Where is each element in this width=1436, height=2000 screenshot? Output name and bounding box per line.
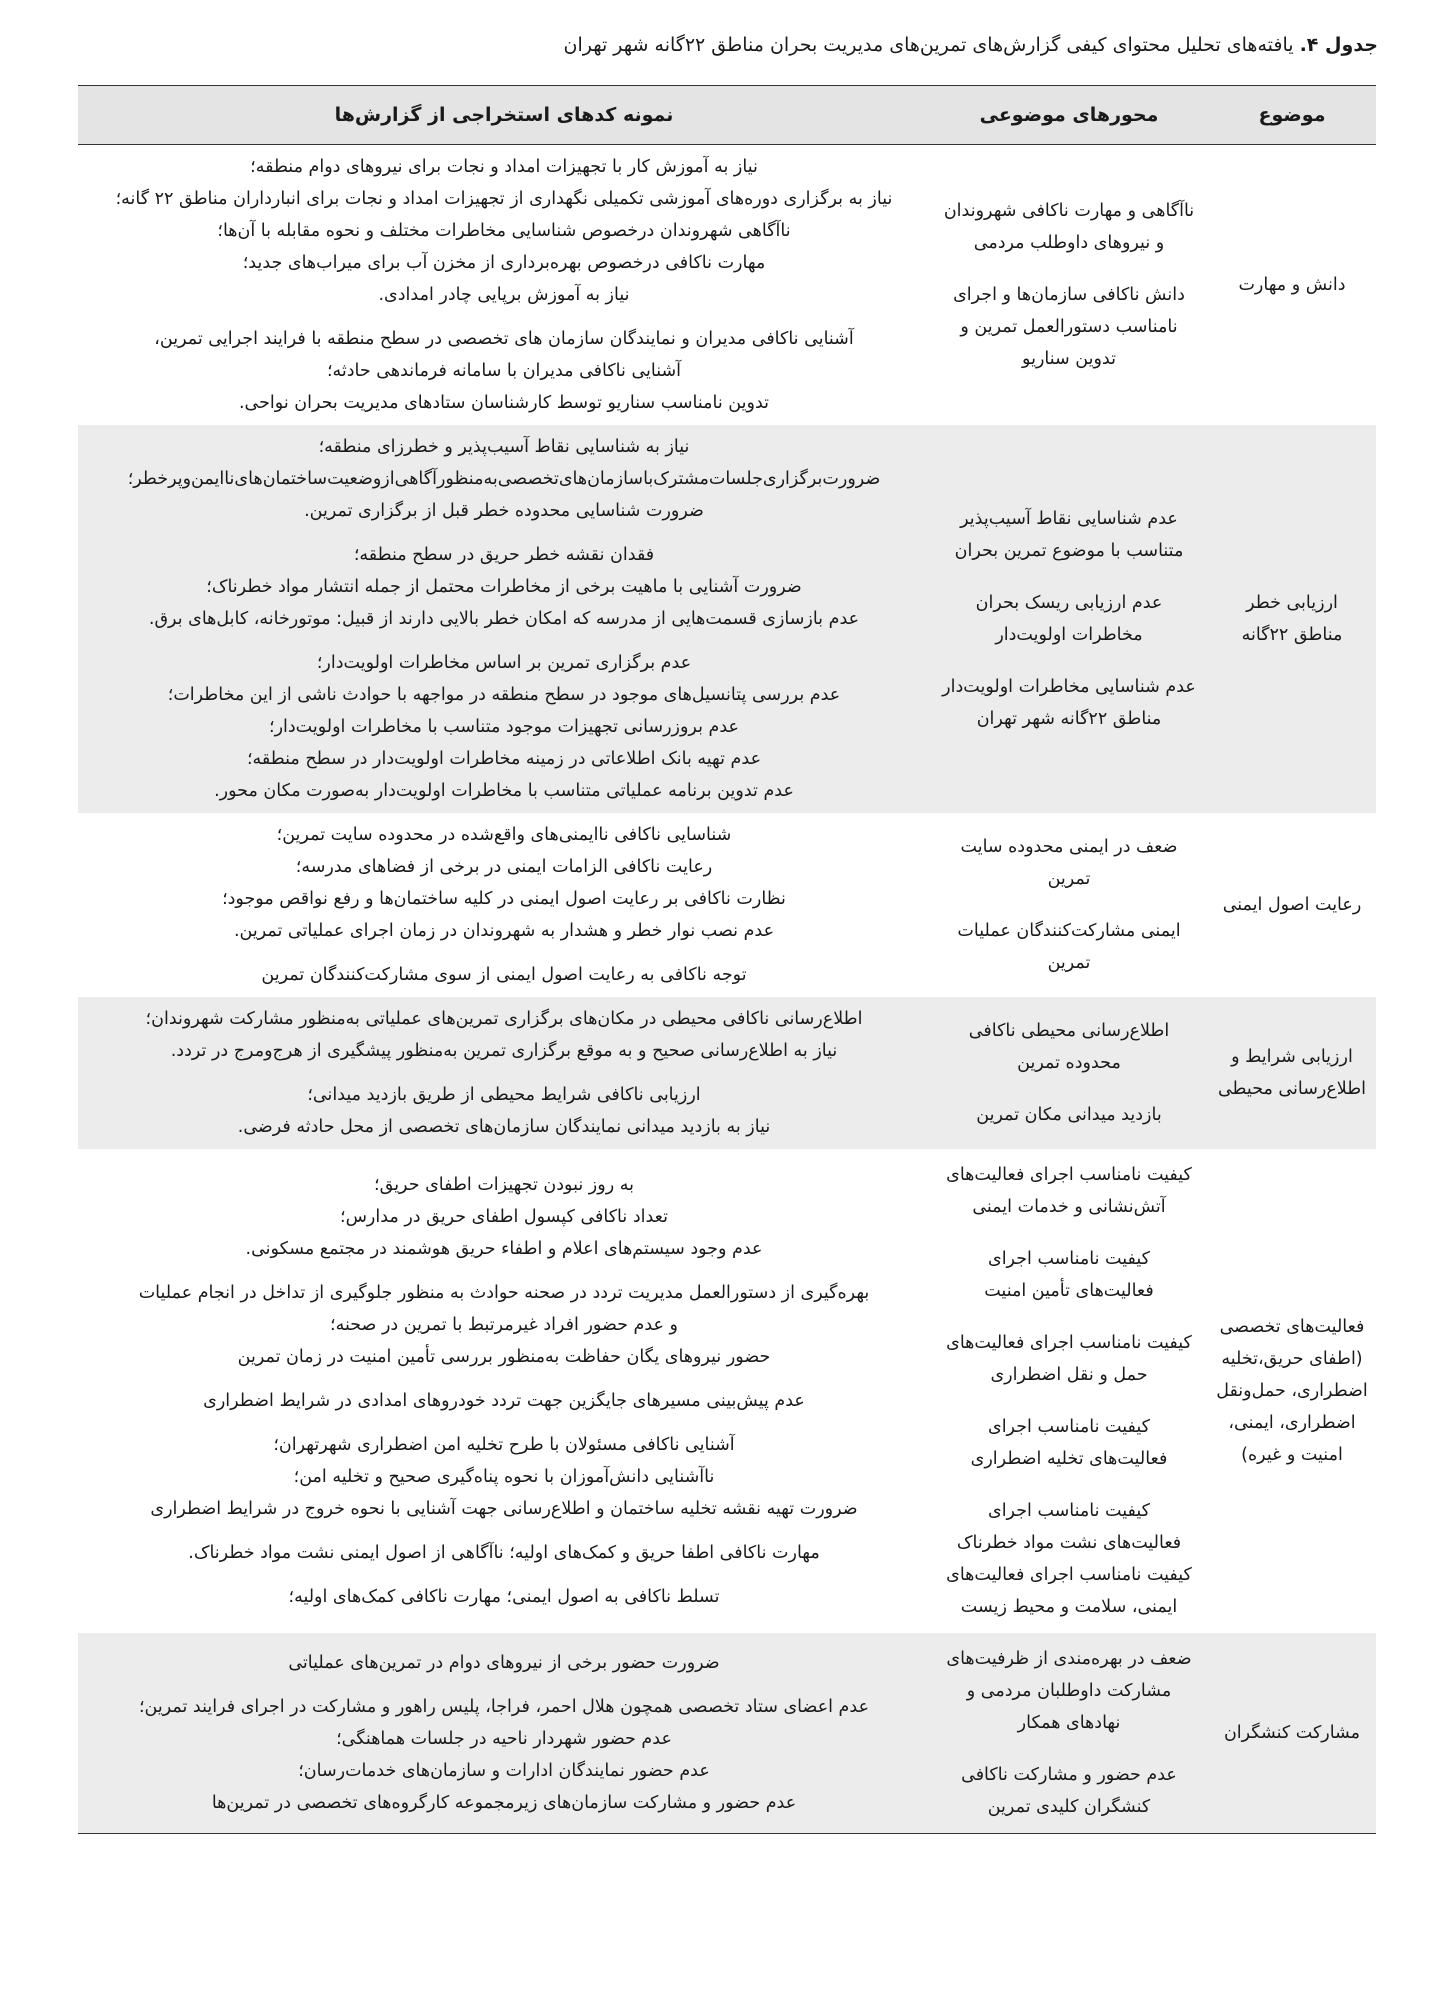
- code-line: مهارت ناکافی اطفا حریق و کمک‌های اولیه؛ ناآگاهی از اصول ایمنی نشت مواد خطرناک.: [188, 1543, 820, 1563]
- code-group: [84, 1429, 924, 1525]
- axes-cell: [930, 425, 1208, 813]
- code-line: نیاز به اطلاع‌رسانی صحیح و به موقع برگزاری تمرین به‌منظور پیشگیری از هرج‌ومرج در تردد.: [170, 1041, 838, 1061]
- axis-line: کنشگران کلیدی تمرین: [987, 1797, 1151, 1817]
- code-line: عدم تدوین برنامه عملیاتی متناسب با مخاطرات اولویت‌دار به‌صورت مکان محور.: [214, 781, 794, 801]
- code-line: ارزیابی ناکافی شرایط محیطی از طریق بازدید میدانی؛: [307, 1085, 701, 1105]
- code-line: ناآشنایی دانش‌آموزان با نحوه پناه‌گیری صحیح و تخلیه امن؛: [293, 1467, 715, 1487]
- axis-item: [936, 1759, 1202, 1823]
- code-group: [84, 819, 924, 947]
- code-line: تدوین نامناسب سناریو توسط کارشناسان ستادهای مدیریت بحران نواحی.: [238, 393, 770, 413]
- table-row: [78, 1149, 1376, 1633]
- axis-item: [936, 1643, 1202, 1739]
- axis-item: [936, 503, 1202, 567]
- code-group: [84, 1277, 924, 1373]
- code-line: عدم پیش‌بینی مسیرهای جایگزین جهت تردد خودروهای امدادی در شرایط اضطراری: [203, 1391, 805, 1411]
- code-line: عدم حضور نمایندگان ادارات و سازمان‌های خدمات‌رسان؛: [298, 1761, 710, 1781]
- code-group: [84, 323, 924, 419]
- code-group: [84, 431, 924, 527]
- axis-line: عدم شناسایی نقاط آسیب‌پذیر: [960, 509, 1178, 529]
- code-line: به روز نبودن تجهیزات اطفای حریق؛: [374, 1175, 634, 1195]
- code-line: عدم وجود سیستم‌های اعلام و اطفاء حریق هوشمند در مجتمع مسکونی.: [245, 1239, 763, 1259]
- codes-cell: [78, 145, 930, 426]
- code-group: [84, 1169, 924, 1265]
- table-row: [78, 997, 1376, 1149]
- code-line: نیاز به شناسایی نقاط آسیب‌پذیر و خطرزای منطقه؛: [318, 437, 690, 457]
- code-line: عدم بروزرسانی تجهیزات موجود متناسب با مخاطرات اولویت‌دار؛: [269, 717, 739, 737]
- axes-cell: [930, 1149, 1208, 1633]
- table-body: [78, 145, 1376, 1834]
- topic-line: مناطق ۲۲گانه: [1241, 625, 1343, 645]
- axis-item: [936, 195, 1202, 259]
- table-row: [78, 813, 1376, 997]
- code-line: نظارت ناکافی بر رعایت اصول ایمنی در کلیه ساختمان‌ها و رفع نواقص موجود؛: [222, 889, 786, 909]
- table-row: [78, 425, 1376, 813]
- code-line: عدم بررسی پتانسیل‌های موجود در سطح منطقه در مواجهه با حوادث ناشی از این مخاطرات؛: [167, 685, 841, 705]
- code-line: نیاز به بازدید میدانی نمایندگان سازمان‌های تخصصی از محل حادثه فرضی.: [237, 1117, 771, 1137]
- axis-item: [936, 279, 1202, 375]
- axis-line: نهادهای همکار: [1017, 1713, 1121, 1733]
- code-line: ضرورت‌برگزاری‌جلسات‌مشترک‌باسازمان‌های‌تخصصی‌به‌منظورآگاهی‌ازوضعیت‌ساختمان‌های‌ناایمن‌وپرخطر؛: [127, 469, 881, 489]
- code-line: عدم حضور و مشارکت سازمان‌های زیرمجموعه کارگروه‌های تخصصی در تمرین‌ها: [211, 1793, 797, 1813]
- topic-cell: [1208, 1149, 1376, 1633]
- code-line: عدم بازسازی قسمت‌هایی از مدرسه که امکان خطر بالایی دارند از قبیل: موتورخانه، کابل‌های برق.: [148, 609, 860, 629]
- topic-line: رعایت اصول ایمنی: [1222, 895, 1362, 915]
- axis-line: تمرین: [1047, 869, 1091, 889]
- axis-item: [936, 831, 1202, 895]
- table-row: [78, 145, 1376, 426]
- axis-item: [936, 915, 1202, 979]
- code-line: نیاز به برگزاری دوره‌های آموزشی تکمیلی نگهداری از تجهیزات امداد و نجات برای انبارداران مناطق ۲۲ گانه؛: [115, 189, 893, 209]
- topic-cell: [1208, 813, 1376, 997]
- code-line: و عدم حضور افراد غیرمرتبط با تمرین در صحنه؛: [330, 1315, 678, 1335]
- axes-cell: [930, 997, 1208, 1149]
- axis-item: [936, 1327, 1202, 1391]
- code-group: [84, 1691, 924, 1819]
- code-line: آشنایی ناکافی مسئولان با طرح تخلیه امن اضطراری شهرتهران؛: [273, 1435, 735, 1455]
- codes-cell: [78, 425, 930, 813]
- code-line: عدم حضور شهردار ناحیه در جلسات هماهنگی؛: [336, 1729, 672, 1749]
- code-line: توجه ناکافی به رعایت اصول ایمنی از سوی مشارکت‌کنندگان تمرین: [261, 965, 747, 985]
- code-line: نیاز به آموزش برپایی چادر امدادی.: [378, 285, 630, 305]
- axis-line: کیفیت نامناسب اجرای: [988, 1249, 1150, 1269]
- topic-line: مشارکت کنشگران: [1223, 1723, 1361, 1743]
- table-row: [78, 1633, 1376, 1834]
- code-line: عدم اعضای ستاد تخصصی همچون هلال احمر، فراجا، پلیس راهور و مشارکت در اجرای فرایند تمرین؛: [138, 1697, 870, 1717]
- topic-line: ارزیابی شرایط و: [1231, 1047, 1353, 1067]
- topic-cell: [1208, 145, 1376, 426]
- axis-line: دانش ناکافی سازمان‌ها و اجرای: [953, 285, 1185, 305]
- header-codes: نمونه کدهای استخراجی از گزارش‌ها: [78, 86, 930, 145]
- code-line: نیاز به آموزش کار با تجهیزات امداد و نجات برای نیروهای دوام منطقه؛: [250, 157, 758, 177]
- axes-cell: [930, 145, 1208, 426]
- code-line: ضرورت آشنایی با ماهیت برخی از مخاطرات محتمل از جمله انتشار مواد خطرناک؛: [206, 577, 802, 597]
- topic-cell: [1208, 425, 1376, 813]
- axis-line: اطلاع‌رسانی محیطی ناکافی: [968, 1021, 1170, 1041]
- axis-item: [936, 1411, 1202, 1475]
- axis-line: ضعف در بهره‌مندی از ظرفیت‌های: [946, 1649, 1192, 1669]
- topic-cell: [1208, 1633, 1376, 1834]
- axis-line: متناسب با موضوع تمرین بحران: [954, 541, 1184, 561]
- axis-line: ضعف در ایمنی محدوده سایت: [960, 837, 1178, 857]
- caption-label: جدول ۴.: [1299, 34, 1378, 56]
- findings-table: [78, 85, 1376, 1834]
- code-group: [84, 539, 924, 635]
- axis-line: و نیروهای داوطلب مردمی: [973, 233, 1165, 253]
- axes-cell: [930, 813, 1208, 997]
- topic-line: (اطفای حریق،تخلیه: [1221, 1349, 1363, 1369]
- topic-line: فعالیت‌های تخصصی: [1219, 1317, 1365, 1337]
- code-line: ضرورت حضور برخی از نیروهای دوام در تمرین‌های عملیاتی: [288, 1653, 720, 1673]
- axis-line: کیفیت نامناسب اجرای: [988, 1501, 1150, 1521]
- topic-line: دانش و مهارت: [1238, 275, 1346, 295]
- axis-line: ایمنی مشارکت‌کنندگان عملیات: [957, 921, 1181, 941]
- axis-line: تدوین سناریو: [1022, 349, 1116, 369]
- axis-line: تمرین: [1047, 953, 1091, 973]
- axis-line: بازدید میدانی مکان تمرین: [976, 1105, 1162, 1125]
- axis-line: عدم حضور و مشارکت ناکافی: [961, 1765, 1177, 1785]
- axis-line: فعالیت‌های نشت مواد خطرناک: [956, 1533, 1182, 1553]
- topic-line: اضطراری، حمل‌ونقل: [1216, 1381, 1368, 1401]
- codes-cell: [78, 813, 930, 997]
- axis-line: عدم ارزیابی ریسک بحران: [975, 593, 1163, 613]
- code-line: عدم نصب نوار خطر و هشدار به شهروندان در زمان اجرای عملیاتی تمرین.: [233, 921, 775, 941]
- axis-item: [936, 1099, 1202, 1131]
- header-axes: محورهای موضوعی: [930, 86, 1208, 145]
- table-caption: [56, 30, 1378, 60]
- header-topic: موضوع: [1208, 86, 1376, 145]
- axis-line: عدم شناسایی مخاطرات اولویت‌دار: [942, 677, 1196, 697]
- code-line: رعایت ناکافی الزامات ایمنی در برخی از فضاهای مدرسه؛: [295, 857, 713, 877]
- code-group: [84, 647, 924, 807]
- code-line: تعداد ناکافی کپسول اطفای حریق در مدارس؛: [340, 1207, 668, 1227]
- code-line: ضرورت تهیه نقشه تخلیه ساختمان و اطلاع‌رسانی جهت آشنایی با نحوه خروج در شرایط اضطراری: [150, 1499, 858, 1519]
- axis-item: [936, 587, 1202, 651]
- axis-line: کیفیت نامناسب اجرای فعالیت‌های: [946, 1565, 1192, 1585]
- axis-item: [936, 671, 1202, 735]
- codes-cell: [78, 1149, 930, 1633]
- axis-item: [936, 1015, 1202, 1079]
- axis-line: فعالیت‌های تخلیه اضطراری: [970, 1449, 1168, 1469]
- topic-line: امنیت و غیره): [1241, 1445, 1343, 1465]
- axis-line: فعالیت‌های تأمین امنیت: [984, 1281, 1154, 1301]
- topic-line: ارزیابی خطر: [1246, 593, 1338, 613]
- axis-item: [936, 1159, 1202, 1223]
- code-group: [84, 1385, 924, 1417]
- code-line: آشنایی ناکافی مدیران و نمایندگان سازمان های تخصصی در سطح منطقه با فرایند اجرایی تمرین،: [154, 329, 854, 349]
- axis-line: مشارکت داوطلبان مردمی و: [966, 1681, 1172, 1701]
- code-line: حضور نیروهای یگان حفاظت به‌منظور بررسی تأمین امنیت در زمان تمرین: [237, 1347, 771, 1367]
- axis-line: مخاطرات اولویت‌دار: [995, 625, 1143, 645]
- code-group: [84, 151, 924, 311]
- code-group: [84, 1581, 924, 1613]
- code-line: بهره‌گیری از دستورالعمل مدیریت تردد در صحنه حوادث به منظور جلوگیری از تداخل در انجام عملیات: [138, 1283, 870, 1303]
- code-line: شناسایی ناکافی ناایمنی‌های واقع‌شده در محدوده سایت تمرین؛: [276, 825, 732, 845]
- code-line: آشنایی ناکافی مدیران با سامانه فرماندهی حادثه؛: [326, 361, 682, 381]
- axis-item: [936, 1495, 1202, 1623]
- code-group: [84, 1537, 924, 1569]
- code-group: [84, 1079, 924, 1143]
- code-line: عدم تهیه بانک اطلاعاتی در زمینه مخاطرات اولویت‌دار در سطح منطقه؛: [246, 749, 762, 769]
- code-line: اطلاع‌رسانی ناکافی محیطی در مکان‌های برگزاری تمرین‌های عملیاتی به‌منظور مشارکت شهروندان؛: [145, 1009, 863, 1029]
- code-line: ضرورت شناسایی محدوده خطر قبل از برگزاری تمرین.: [304, 501, 704, 521]
- code-line: ناآگاهی شهروندان درخصوص شناسایی مخاطرات مختلف و نحوه مقابله با آن‌ها؛: [217, 221, 791, 241]
- topic-cell: [1208, 997, 1376, 1149]
- axis-item: [936, 1243, 1202, 1307]
- axis-line: ناآگاهی و مهارت ناکافی شهروندان: [943, 201, 1195, 221]
- code-line: فقدان نقشه خطر حریق در سطح منطقه؛: [353, 545, 655, 565]
- codes-cell: [78, 997, 930, 1149]
- axis-line: کیفیت نامناسب اجرای: [988, 1417, 1150, 1437]
- table-header-row: [78, 86, 1376, 145]
- code-line: مهارت ناکافی درخصوص بهره‌برداری از مخزن آب برای میراب‌های جدید؛: [242, 253, 766, 273]
- axes-cell: [930, 1633, 1208, 1834]
- axis-line: مناطق ۲۲گانه شهر تهران: [976, 709, 1162, 729]
- code-group: [84, 1647, 924, 1679]
- axis-line: آتش‌نشانی و خدمات ایمنی: [972, 1197, 1166, 1217]
- code-line: عدم برگزاری تمرین بر اساس مخاطرات اولویت‌دار؛: [316, 653, 692, 673]
- code-group: [84, 959, 924, 991]
- codes-cell: [78, 1633, 930, 1834]
- topic-line: اضطراری، ایمنی،: [1228, 1413, 1356, 1433]
- caption-text: یافته‌های تحلیل محتوای کیفی گزارش‌های تمرین‌های مدیریت بحران مناطق ۲۲گانه شهر تهران: [563, 34, 1300, 56]
- topic-line: اطلاع‌رسانی محیطی: [1217, 1079, 1367, 1099]
- code-group: [84, 1003, 924, 1067]
- axis-line: نامناسب دستورالعمل تمرین و: [960, 317, 1178, 337]
- code-line: تسلط ناکافی به اصول ایمنی؛ مهارت ناکافی کمک‌های اولیه؛: [288, 1587, 720, 1607]
- axis-line: محدوده تمرین: [1017, 1053, 1121, 1073]
- axis-line: حمل و نقل اضطراری: [990, 1365, 1148, 1385]
- axis-line: کیفیت نامناسب اجرای فعالیت‌های: [946, 1165, 1192, 1185]
- axis-line: ایمنی، سلامت و محیط زیست: [960, 1597, 1178, 1617]
- axis-line: کیفیت نامناسب اجرای فعالیت‌های: [946, 1333, 1192, 1353]
